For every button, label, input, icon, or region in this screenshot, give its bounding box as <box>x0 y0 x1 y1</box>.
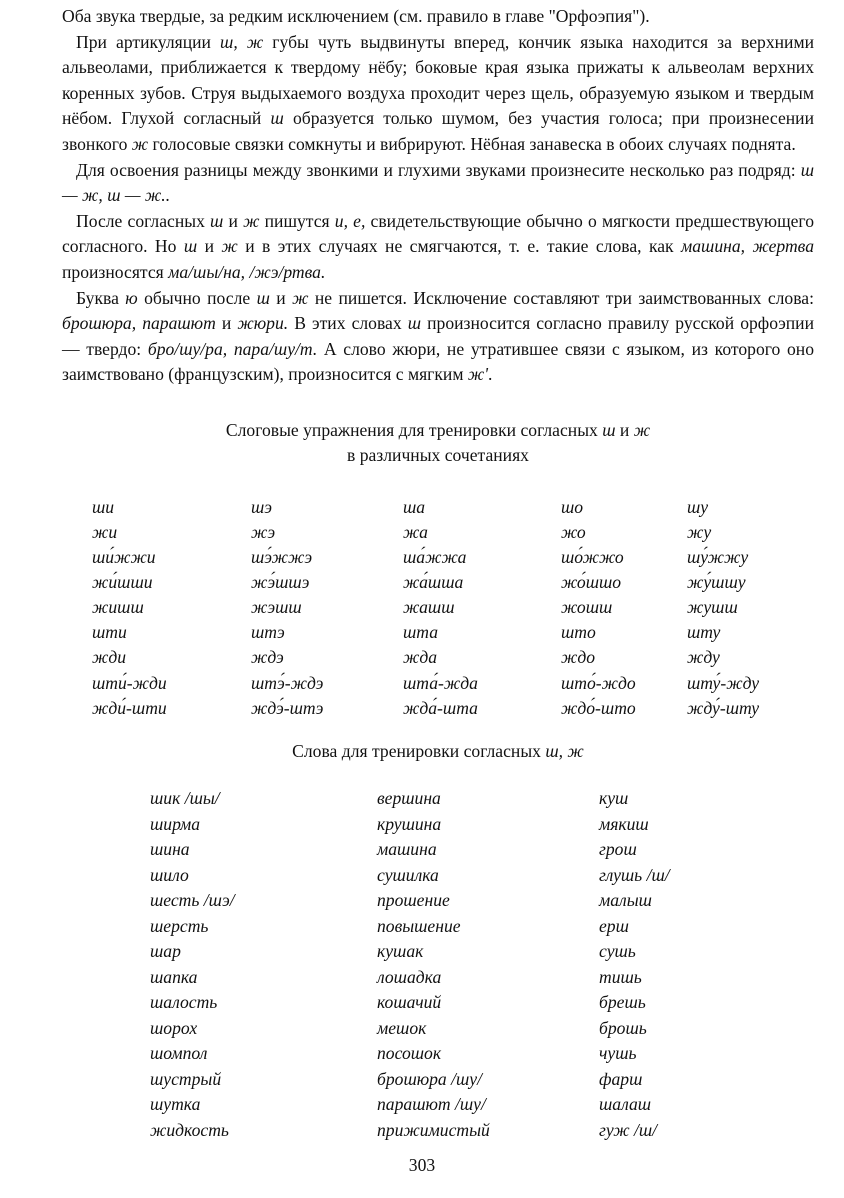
paragraph <box>62 4 814 30</box>
word-cell: брешь <box>599 992 646 1013</box>
word-cell: тишь <box>599 966 642 987</box>
syllable-cell: жда́-шта <box>403 697 478 718</box>
italic-text: ма/шы/на, /жэ/ртва. <box>168 261 326 282</box>
italic-text: ж' <box>467 364 489 385</box>
word-cell: шина <box>150 839 190 860</box>
italic-text: ж <box>292 287 309 308</box>
word-cell: шутка <box>150 1094 201 1115</box>
word-cell: кошачий <box>377 992 442 1013</box>
word-cell: мешок <box>377 1017 427 1038</box>
text-run: Для освоения разницы между звонкими и глухими звуками произнесите несколько раз подряд: <box>76 159 801 180</box>
word-cell: грош <box>599 839 637 860</box>
syllable-cell: шу́жжу <box>687 547 749 568</box>
text-run: и <box>223 210 244 231</box>
word-cell: прижимистый <box>377 1119 490 1140</box>
syllable-cell: жо́шшо <box>561 572 622 593</box>
word-cell: сушилка <box>377 864 439 885</box>
word-cell: парашют /шу/ <box>377 1094 486 1115</box>
syllable-cell: жушш <box>687 597 738 618</box>
word-cell: шар <box>150 941 181 962</box>
word-cell: жидкость <box>150 1119 229 1140</box>
syllable-cell: ша́жжа <box>403 547 467 568</box>
italic-text: ш <box>256 287 270 308</box>
text-run: образуется только шумом, без участия голоса; при произнесении звонкого <box>62 108 814 154</box>
paragraph <box>62 30 814 158</box>
text-run: губы чуть выдвинуты вперед, кончик языка находится за верхними альвеолами, приближается к твердому нёбу; боковые края языка прижаты к альвеолам верхних коренных зубов. Струя выдыхаемого воздуха проходит через щель, образуемую языком и твердым нёбом. Глухой согласный <box>62 31 814 129</box>
syllable-cell: жи <box>92 522 118 542</box>
syllable-cell: што <box>561 622 596 643</box>
text-run: и <box>197 236 222 257</box>
italic-text: жюри. <box>237 313 289 334</box>
text-run: А слово жюри, не утратившее связи с языком, из которого оно заимствовано (французским), произносится с мягким <box>62 338 814 385</box>
syllable-cell: жу <box>687 522 712 542</box>
word-cell: кушак <box>377 941 424 962</box>
italic-text: машина, жертва <box>681 236 814 257</box>
syllable-cell: шэ́жжэ <box>251 547 313 568</box>
text-run: В этих словах <box>288 313 408 334</box>
text-run: и <box>215 313 238 334</box>
text-run: Слоговые упражнения для тренировки согласных <box>225 419 603 440</box>
syllable-cell: жу́шшу <box>687 572 746 593</box>
word-cell: повышение <box>377 915 461 936</box>
syllable-cell: шэ <box>251 496 273 517</box>
text-run: пишутся <box>259 210 335 231</box>
syllable-cell: ждо <box>561 647 596 668</box>
word-cell: малыш <box>599 890 652 911</box>
syllable-cell: шо <box>561 496 584 517</box>
paragraph <box>62 286 814 388</box>
syllable-cell: жи́шши <box>92 572 153 593</box>
section-heading-words <box>62 739 814 765</box>
text-run: Оба звука твердые, за редким исключением (см. правило в главе "Орфоэпия"). <box>62 6 650 26</box>
syllable-cell: шо́жжо <box>561 547 624 568</box>
text-run: и <box>615 419 634 440</box>
italic-text: ж <box>131 133 149 154</box>
syllable-cell: ждэ <box>251 647 284 668</box>
syllable-cell: шти́-жди <box>92 672 167 693</box>
syllable-cell: жди́-шти <box>92 697 167 718</box>
page <box>62 0 814 1143</box>
word-cell: шалаш <box>599 1094 652 1115</box>
syllable-cell: жо <box>561 522 586 542</box>
italic-text: и, е, <box>334 210 366 231</box>
italic-text: брошюра, парашют <box>62 313 216 334</box>
paragraph <box>62 209 814 286</box>
syllable-cell: жошш <box>561 597 613 618</box>
text-run: произносится согласно правилу русской орфоэпии — твердо: <box>62 313 815 359</box>
word-cell: машина <box>377 839 437 860</box>
word-cell: шик /шы/ <box>150 788 220 809</box>
word-cell: шустрый <box>150 1068 222 1089</box>
italic-text: ш <box>210 210 224 231</box>
syllable-cell: жэ́шшэ <box>251 572 310 593</box>
syllable-cell: штэ <box>251 622 285 643</box>
word-cell: шорох <box>150 1017 198 1038</box>
syllable-cell: жа <box>403 522 428 542</box>
word-table <box>150 786 814 1143</box>
syllable-cell: жа́шша <box>403 572 464 593</box>
text-run: . <box>488 364 493 385</box>
text-run: не пишется. Исключение составляют три заимствованных слова: <box>308 287 815 308</box>
page-number: 303 <box>408 1155 436 1175</box>
italic-text: ш <box>270 108 284 129</box>
text-run: голосовые связки сомкнуты и вибрируют. Нёбная занавеска в обоих случаях поднята. <box>148 133 796 154</box>
syllable-cell: жэшш <box>251 597 302 618</box>
syllable-cell: што́-ждо <box>561 672 636 693</box>
syllable-cell: жди <box>92 647 127 668</box>
word-cell: мякиш <box>599 813 649 834</box>
syllable-cell: жду́-шту <box>687 697 760 718</box>
word-cell: ерш <box>599 915 629 936</box>
word-cell: чушь <box>599 1043 637 1064</box>
syllable-cell: ждо́-што <box>561 697 636 718</box>
word-cell: крушина <box>377 813 442 834</box>
syllable-cell: штэ́-ждэ <box>251 672 324 693</box>
italic-text: ж <box>221 236 238 257</box>
syllable-cell: шту <box>687 622 721 643</box>
word-cell: посошок <box>377 1043 442 1064</box>
text-run: обычно после <box>137 287 257 308</box>
syllable-cell: шти <box>92 622 127 643</box>
text-run: свидетельствующие обычно о мягкости предшествующего согласного. Но <box>62 210 815 257</box>
heading-line: в различных сочетаниях <box>347 445 529 466</box>
syllable-cell: жду <box>687 647 720 668</box>
italic-text: ш — ж, ш — ж.. <box>62 159 814 206</box>
text-run: После согласных <box>76 210 211 231</box>
syllable-cell: ши <box>92 496 115 517</box>
word-cell: гуж /ш/ <box>599 1119 658 1140</box>
word-cell: шесть /шэ/ <box>150 890 235 911</box>
syllable-cell: жишш <box>92 597 144 618</box>
word-cell: сушь <box>599 941 636 962</box>
word-cell: брошь <box>599 1017 647 1038</box>
italic-text: ш <box>183 236 198 257</box>
word-cell: шило <box>150 864 189 885</box>
syllable-cell: жашш <box>403 597 455 618</box>
italic-text: ю <box>125 287 138 308</box>
text-run: произносятся <box>62 261 169 282</box>
syllable-cell: шту́-жду <box>687 672 760 693</box>
section-heading-syllables <box>62 418 814 469</box>
syllable-table <box>92 495 814 721</box>
text-run: Слова для тренировки согласных <box>292 740 546 761</box>
italic-text: ш, ж <box>545 740 584 761</box>
syllable-cell: ждэ́-штэ <box>251 697 324 718</box>
text-run: и <box>269 287 293 308</box>
word-cell: шапка <box>150 966 198 987</box>
syllable-cell: шу <box>687 496 709 517</box>
word-cell: фарш <box>599 1068 643 1089</box>
body-text <box>62 4 814 388</box>
word-cell: шомпол <box>150 1043 208 1064</box>
text-run: Буква <box>76 287 126 308</box>
word-cell: лошадка <box>377 966 442 987</box>
word-cell: глушь /ш/ <box>599 864 670 885</box>
italic-text: ж <box>243 210 260 231</box>
word-cell: шалость <box>150 992 218 1013</box>
word-cell: вершина <box>377 788 441 809</box>
italic-text: ш <box>407 313 422 334</box>
paragraph <box>62 158 814 209</box>
text-run: и в этих случаях не смягчаются, т. е. такие слова, как <box>237 236 682 257</box>
syllable-cell: шта <box>403 622 438 643</box>
syllable-cell: ши́жжи <box>92 547 156 568</box>
italic-text: ш <box>602 419 616 440</box>
word-cell: прошение <box>377 890 450 911</box>
text-run: При артикуляции <box>76 31 221 52</box>
word-cell: куш <box>599 788 629 809</box>
syllable-cell: шта́-жда <box>403 672 478 693</box>
heading-line <box>226 420 650 440</box>
italic-text: ш, ж <box>220 31 264 52</box>
word-cell: ширма <box>150 813 201 834</box>
syllable-cell: жэ <box>251 522 276 542</box>
word-cell: шерсть <box>150 915 209 936</box>
syllable-cell: ша <box>403 496 426 517</box>
syllable-cell: жда <box>403 647 438 668</box>
italic-text: ж <box>633 419 651 440</box>
italic-text: бро/шу/ра, пара/шу/т. <box>147 338 318 359</box>
word-cell: брошюра /шу/ <box>377 1068 482 1089</box>
